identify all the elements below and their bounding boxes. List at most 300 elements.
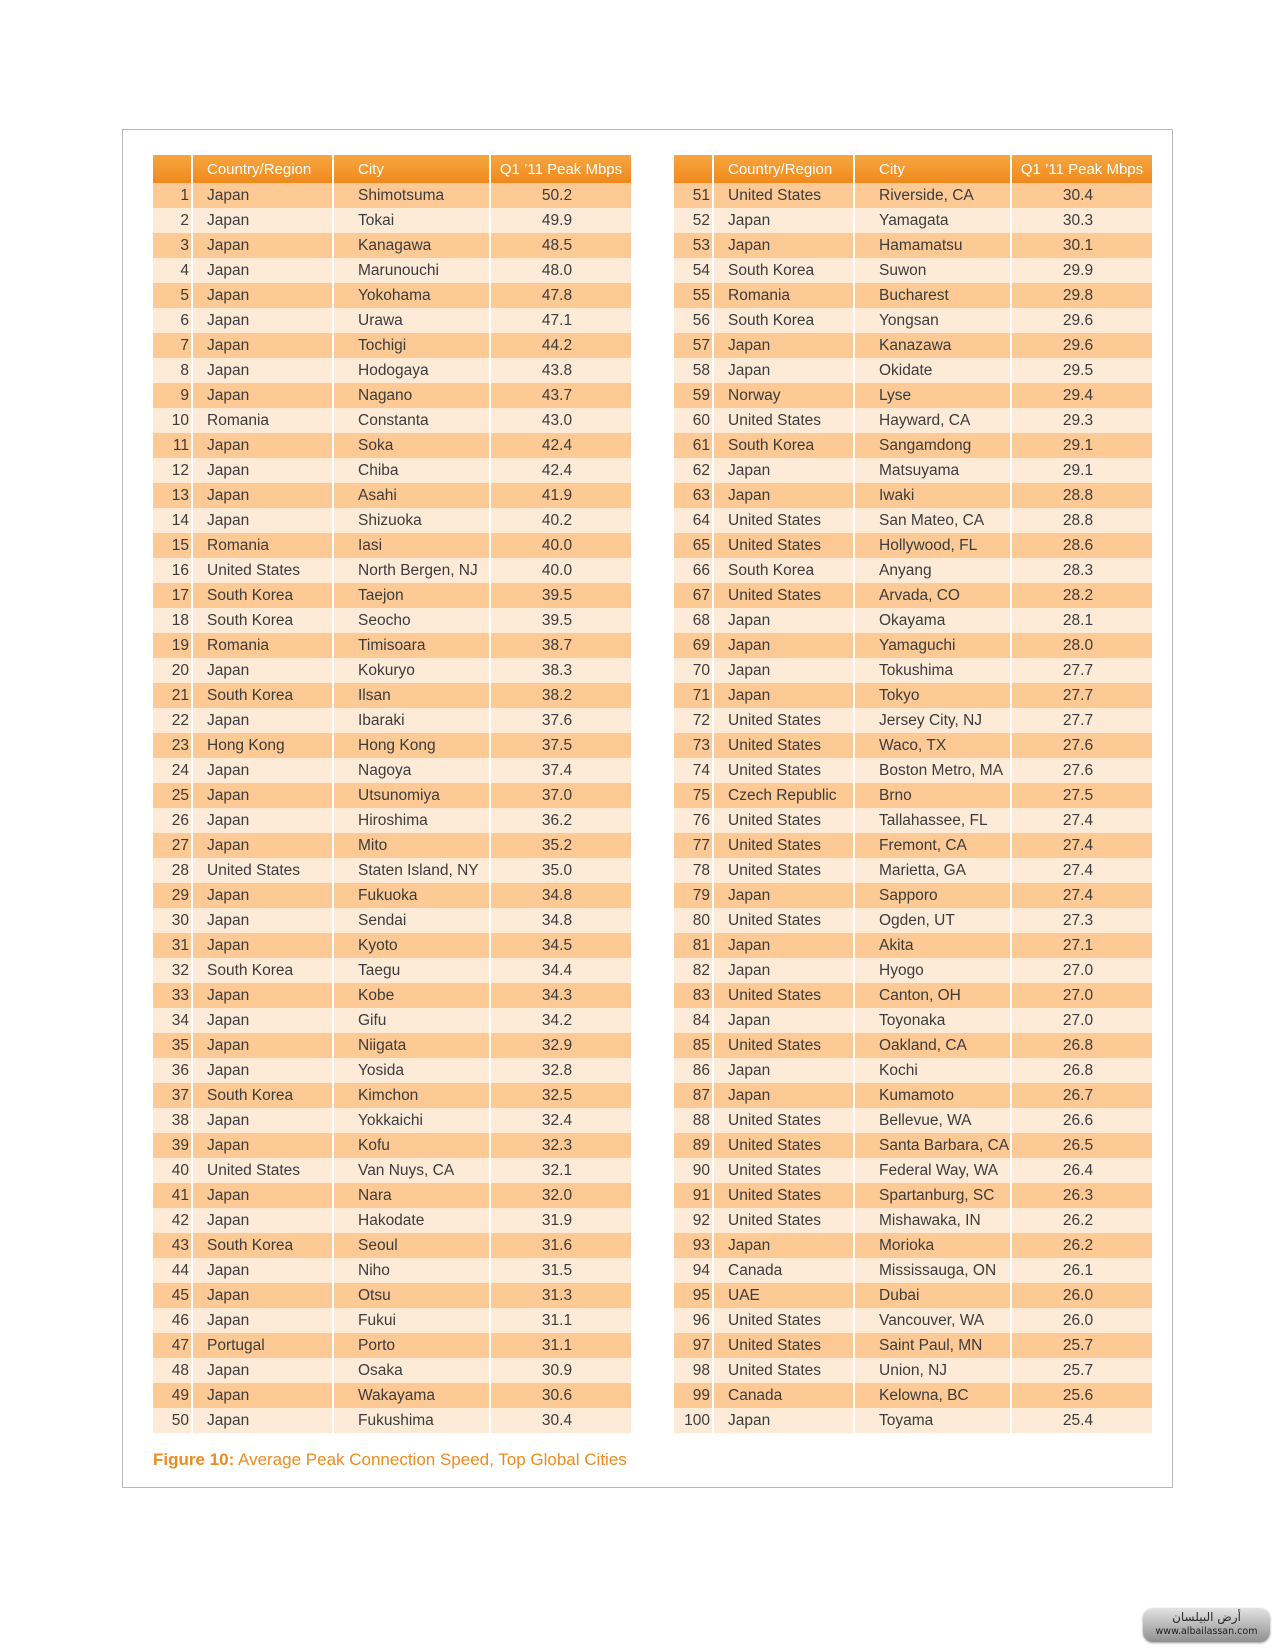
city-cell: Union, NJ (855, 1358, 1012, 1383)
peak-mbps-cell: 29.1 (1012, 458, 1152, 483)
country-cell: Japan (193, 433, 334, 458)
country-cell: United States (714, 858, 855, 883)
rank-cell: 64 (674, 508, 714, 533)
peak-mbps-cell: 43.8 (491, 358, 631, 383)
country-cell: Japan (714, 1233, 855, 1258)
table-row (674, 858, 1152, 883)
country-cell: Japan (193, 358, 334, 383)
rank-cell: 79 (674, 883, 714, 908)
rank-cell: 100 (674, 1408, 714, 1433)
rank-cell: 3 (153, 233, 193, 258)
table-row (153, 258, 631, 283)
rank-cell: 14 (153, 508, 193, 533)
peak-mbps-cell: 37.5 (491, 733, 631, 758)
city-cell: Oakland, CA (855, 1033, 1012, 1058)
rank-cell: 37 (153, 1083, 193, 1108)
peak-mbps-cell: 27.6 (1012, 758, 1152, 783)
city-cell: Santa Barbara, CA (855, 1133, 1012, 1158)
city-cell: Sangamdong (855, 433, 1012, 458)
country-cell: Japan (714, 208, 855, 233)
table-row (674, 808, 1152, 833)
table-row (674, 608, 1152, 633)
table-row (674, 483, 1152, 508)
peak-mbps-cell: 32.0 (491, 1183, 631, 1208)
city-cell: Arvada, CO (855, 583, 1012, 608)
country-cell: United States (714, 758, 855, 783)
peak-mbps-cell: 26.2 (1012, 1208, 1152, 1233)
table-row (153, 533, 631, 558)
peak-mbps-cell: 30.4 (491, 1408, 631, 1433)
rank-cell: 45 (153, 1283, 193, 1308)
city-cell: Lyse (855, 383, 1012, 408)
city-cell: Van Nuys, CA (334, 1158, 491, 1183)
city-cell: Akita (855, 933, 1012, 958)
peak-mbps-cell: 38.7 (491, 633, 631, 658)
country-cell: Japan (193, 1358, 334, 1383)
peak-mbps-cell: 37.4 (491, 758, 631, 783)
country-cell: United States (714, 183, 855, 208)
rank-cell: 88 (674, 1108, 714, 1133)
country-cell: Czech Republic (714, 783, 855, 808)
rank-cell: 80 (674, 908, 714, 933)
country-cell: Japan (193, 458, 334, 483)
rank-cell: 89 (674, 1133, 714, 1158)
country-cell: Japan (714, 658, 855, 683)
rank-cell: 18 (153, 608, 193, 633)
country-cell: Canada (714, 1258, 855, 1283)
table-row (153, 183, 631, 208)
rank-cell: 55 (674, 283, 714, 308)
table-row (674, 633, 1152, 658)
rank-cell: 42 (153, 1208, 193, 1233)
table-row (674, 458, 1152, 483)
table-row (153, 483, 631, 508)
city-cell: Tallahassee, FL (855, 808, 1012, 833)
rank-cell: 26 (153, 808, 193, 833)
city-cell: Soka (334, 433, 491, 458)
city-cell: Nagoya (334, 758, 491, 783)
city-cell: Canton, OH (855, 983, 1012, 1008)
rank-cell: 81 (674, 933, 714, 958)
table-row (674, 558, 1152, 583)
peak-mbps-cell: 27.5 (1012, 783, 1152, 808)
peak-mbps-cell: 27.4 (1012, 833, 1152, 858)
country-cell: United States (714, 808, 855, 833)
city-cell: Ibaraki (334, 708, 491, 733)
peak-mbps-cell: 30.3 (1012, 208, 1152, 233)
rank-cell: 27 (153, 833, 193, 858)
peak-mbps-cell: 34.4 (491, 958, 631, 983)
city-cell: Kanazawa (855, 333, 1012, 358)
peak-mbps-cell: 39.5 (491, 583, 631, 608)
table-row (674, 1333, 1152, 1358)
table-body-right (674, 183, 1152, 1433)
table-row (674, 1383, 1152, 1408)
city-cell: Marunouchi (334, 258, 491, 283)
table-row (674, 1133, 1152, 1158)
peak-mbps-cell: 28.8 (1012, 508, 1152, 533)
rank-cell: 91 (674, 1183, 714, 1208)
rank-column-header (674, 155, 714, 183)
peak-mbps-cell: 26.8 (1012, 1033, 1152, 1058)
peak-mbps-cell: 42.4 (491, 433, 631, 458)
watermark-arabic-text: أرض البيلسان (1172, 1610, 1241, 1624)
city-cell: Bucharest (855, 283, 1012, 308)
table-row (674, 708, 1152, 733)
country-cell: United States (714, 533, 855, 558)
rank-cell: 22 (153, 708, 193, 733)
peak-mbps-cell: 28.2 (1012, 583, 1152, 608)
country-cell: Japan (714, 458, 855, 483)
country-cell: Japan (714, 1008, 855, 1033)
city-cell: Niigata (334, 1033, 491, 1058)
table-row (674, 208, 1152, 233)
city-cell: Mito (334, 833, 491, 858)
peak-mbps-cell: 37.0 (491, 783, 631, 808)
city-cell: Kofu (334, 1133, 491, 1158)
city-cell: Gifu (334, 1008, 491, 1033)
city-cell: Taegu (334, 958, 491, 983)
city-cell: Marietta, GA (855, 858, 1012, 883)
table-row (153, 458, 631, 483)
city-cell: Timisoara (334, 633, 491, 658)
rankings-table-right (674, 155, 1152, 1433)
country-cell: Japan (193, 1008, 334, 1033)
table-row (674, 1208, 1152, 1233)
rank-cell: 6 (153, 308, 193, 333)
table-row (674, 1183, 1152, 1208)
table-row (153, 1008, 631, 1033)
city-cell: Kumamoto (855, 1083, 1012, 1108)
city-cell: Anyang (855, 558, 1012, 583)
country-cell: United States (714, 408, 855, 433)
city-cell: Federal Way, WA (855, 1158, 1012, 1183)
peak-mbps-cell: 35.0 (491, 858, 631, 883)
peak-mbps-cell: 40.2 (491, 508, 631, 533)
rank-cell: 29 (153, 883, 193, 908)
rank-cell: 51 (674, 183, 714, 208)
table-row (153, 983, 631, 1008)
peak-mbps-column-header: Q1 ’11 Peak Mbps (1012, 155, 1152, 183)
city-cell: Jersey City, NJ (855, 708, 1012, 733)
table-row (153, 1233, 631, 1258)
table-row (153, 858, 631, 883)
peak-mbps-cell: 26.3 (1012, 1183, 1152, 1208)
table-row (153, 508, 631, 533)
rank-cell: 8 (153, 358, 193, 383)
table-row (674, 658, 1152, 683)
table-row (674, 383, 1152, 408)
rank-cell: 98 (674, 1358, 714, 1383)
peak-mbps-cell: 31.1 (491, 1333, 631, 1358)
rank-cell: 35 (153, 1033, 193, 1058)
peak-mbps-cell: 29.3 (1012, 408, 1152, 433)
peak-mbps-cell: 26.8 (1012, 1058, 1152, 1083)
figure-label: Figure 10: (153, 1450, 235, 1469)
country-cell: United States (714, 1308, 855, 1333)
rank-cell: 24 (153, 758, 193, 783)
country-cell: Japan (193, 1258, 334, 1283)
peak-mbps-cell: 29.6 (1012, 333, 1152, 358)
rank-cell: 17 (153, 583, 193, 608)
city-cell: Shimotsuma (334, 183, 491, 208)
peak-mbps-cell: 38.2 (491, 683, 631, 708)
peak-mbps-cell: 27.3 (1012, 908, 1152, 933)
city-cell: Iasi (334, 533, 491, 558)
table-row (153, 883, 631, 908)
country-cell: Norway (714, 383, 855, 408)
table-row (153, 908, 631, 933)
country-cell: United States (193, 558, 334, 583)
country-cell: Romania (193, 533, 334, 558)
city-cell: San Mateo, CA (855, 508, 1012, 533)
country-cell: United States (714, 1108, 855, 1133)
country-cell: Japan (193, 1283, 334, 1308)
table-row (674, 883, 1152, 908)
table-row (674, 1408, 1152, 1433)
rank-cell: 85 (674, 1033, 714, 1058)
peak-mbps-cell: 32.8 (491, 1058, 631, 1083)
rank-cell: 23 (153, 733, 193, 758)
peak-mbps-cell: 32.9 (491, 1033, 631, 1058)
country-cell: United States (714, 1333, 855, 1358)
peak-mbps-cell: 26.5 (1012, 1133, 1152, 1158)
country-cell: Romania (193, 633, 334, 658)
table-row (674, 683, 1152, 708)
peak-mbps-cell: 26.7 (1012, 1083, 1152, 1108)
city-cell: Hodogaya (334, 358, 491, 383)
city-cell: Kanagawa (334, 233, 491, 258)
rank-cell: 54 (674, 258, 714, 283)
city-cell: Nara (334, 1183, 491, 1208)
city-cell: Toyama (855, 1408, 1012, 1433)
rank-cell: 77 (674, 833, 714, 858)
city-cell: Kelowna, BC (855, 1383, 1012, 1408)
table-row (153, 708, 631, 733)
country-cell: Japan (193, 283, 334, 308)
country-cell: Japan (193, 183, 334, 208)
rank-cell: 1 (153, 183, 193, 208)
city-cell: Fremont, CA (855, 833, 1012, 858)
table-row (674, 1033, 1152, 1058)
rank-cell: 13 (153, 483, 193, 508)
country-cell: Japan (193, 1108, 334, 1133)
table-row (674, 533, 1152, 558)
country-cell: Romania (714, 283, 855, 308)
rank-cell: 10 (153, 408, 193, 433)
table-row (674, 1008, 1152, 1033)
peak-mbps-cell: 32.5 (491, 1083, 631, 1108)
table-row (153, 633, 631, 658)
city-cell: Waco, TX (855, 733, 1012, 758)
peak-mbps-cell: 43.0 (491, 408, 631, 433)
city-cell: Saint Paul, MN (855, 1333, 1012, 1358)
table-row (674, 258, 1152, 283)
table-row (153, 558, 631, 583)
table-row (153, 1383, 631, 1408)
country-cell: Japan (193, 983, 334, 1008)
city-cell: Okayama (855, 608, 1012, 633)
peak-mbps-cell: 39.5 (491, 608, 631, 633)
rank-cell: 93 (674, 1233, 714, 1258)
rank-cell: 9 (153, 383, 193, 408)
peak-mbps-cell: 27.0 (1012, 1008, 1152, 1033)
watermark-badge (1143, 1608, 1270, 1642)
country-cell: Japan (193, 1208, 334, 1233)
peak-mbps-cell: 30.6 (491, 1383, 631, 1408)
table-row (153, 808, 631, 833)
city-cell: Hayward, CA (855, 408, 1012, 433)
table-row (153, 1333, 631, 1358)
country-cell: South Korea (714, 308, 855, 333)
table-row (153, 658, 631, 683)
country-cell: Japan (193, 708, 334, 733)
city-cell: Yokkaichi (334, 1108, 491, 1133)
table-row (153, 408, 631, 433)
country-cell: United States (193, 858, 334, 883)
city-cell: Ogden, UT (855, 908, 1012, 933)
rankings-table-left (153, 155, 631, 1433)
city-cell: Toyonaka (855, 1008, 1012, 1033)
peak-mbps-cell: 31.5 (491, 1258, 631, 1283)
country-cell: Japan (193, 833, 334, 858)
country-cell: United States (714, 1033, 855, 1058)
country-cell: United States (714, 908, 855, 933)
table-row (674, 183, 1152, 208)
country-cell: Japan (193, 233, 334, 258)
table-row (674, 1283, 1152, 1308)
country-column-header: Country/Region (193, 155, 334, 183)
peak-mbps-cell: 32.1 (491, 1158, 631, 1183)
table-header-row (153, 155, 631, 183)
peak-mbps-cell: 28.8 (1012, 483, 1152, 508)
table-row (674, 1308, 1152, 1333)
city-cell: Fukushima (334, 1408, 491, 1433)
rank-cell: 73 (674, 733, 714, 758)
table-row (674, 508, 1152, 533)
city-cell: Fukuoka (334, 883, 491, 908)
country-cell: United States (714, 583, 855, 608)
peak-mbps-cell: 26.6 (1012, 1108, 1152, 1133)
city-cell: Niho (334, 1258, 491, 1283)
rank-cell: 70 (674, 658, 714, 683)
city-cell: Nagano (334, 383, 491, 408)
peak-mbps-cell: 28.1 (1012, 608, 1152, 633)
rank-cell: 46 (153, 1308, 193, 1333)
country-cell: Japan (193, 908, 334, 933)
country-cell: United States (714, 708, 855, 733)
peak-mbps-cell: 30.4 (1012, 183, 1152, 208)
city-cell: Vancouver, WA (855, 1308, 1012, 1333)
peak-mbps-cell: 40.0 (491, 558, 631, 583)
table-row (153, 1133, 631, 1158)
city-cell: Yamaguchi (855, 633, 1012, 658)
rank-cell: 40 (153, 1158, 193, 1183)
country-cell: United States (714, 1358, 855, 1383)
table-row (674, 958, 1152, 983)
table-row (153, 308, 631, 333)
city-cell: Hakodate (334, 1208, 491, 1233)
peak-mbps-cell: 27.0 (1012, 983, 1152, 1008)
city-cell: Tokushima (855, 658, 1012, 683)
country-cell: United States (714, 1158, 855, 1183)
country-cell: Japan (193, 258, 334, 283)
city-cell: Staten Island, NY (334, 858, 491, 883)
country-cell: Japan (193, 1133, 334, 1158)
country-cell: South Korea (193, 608, 334, 633)
peak-mbps-cell: 31.6 (491, 1233, 631, 1258)
rank-cell: 76 (674, 808, 714, 833)
rank-cell: 39 (153, 1133, 193, 1158)
country-cell: Japan (714, 958, 855, 983)
peak-mbps-cell: 27.4 (1012, 858, 1152, 883)
table-row (153, 1083, 631, 1108)
rank-cell: 82 (674, 958, 714, 983)
country-cell: Japan (193, 508, 334, 533)
country-cell: Japan (193, 783, 334, 808)
rank-cell: 38 (153, 1108, 193, 1133)
table-row (153, 758, 631, 783)
rank-cell: 94 (674, 1258, 714, 1283)
rank-cell: 75 (674, 783, 714, 808)
city-cell: Matsuyama (855, 458, 1012, 483)
rank-cell: 36 (153, 1058, 193, 1083)
rank-cell: 15 (153, 533, 193, 558)
city-cell: Brno (855, 783, 1012, 808)
peak-mbps-cell: 34.2 (491, 1008, 631, 1033)
table-row (153, 358, 631, 383)
rank-cell: 61 (674, 433, 714, 458)
table-row (153, 433, 631, 458)
country-cell: Japan (714, 608, 855, 633)
table-row (153, 333, 631, 358)
country-cell: United States (714, 508, 855, 533)
country-cell: Canada (714, 1383, 855, 1408)
city-cell: Tokai (334, 208, 491, 233)
city-cell: Kimchon (334, 1083, 491, 1108)
city-cell: Utsunomiya (334, 783, 491, 808)
city-cell: Shizuoka (334, 508, 491, 533)
table-row (674, 1108, 1152, 1133)
table-row (153, 283, 631, 308)
table-row (674, 333, 1152, 358)
peak-mbps-cell: 36.2 (491, 808, 631, 833)
country-cell: Japan (193, 933, 334, 958)
rank-cell: 41 (153, 1183, 193, 1208)
peak-mbps-cell: 30.9 (491, 1358, 631, 1383)
peak-mbps-cell: 37.6 (491, 708, 631, 733)
rank-cell: 53 (674, 233, 714, 258)
country-cell: Japan (714, 933, 855, 958)
table-body-left (153, 183, 631, 1433)
peak-mbps-cell: 34.5 (491, 933, 631, 958)
table-header-row (674, 155, 1152, 183)
rank-cell: 5 (153, 283, 193, 308)
rank-cell: 74 (674, 758, 714, 783)
country-cell: Romania (193, 408, 334, 433)
table-row (674, 1083, 1152, 1108)
city-cell: Hyogo (855, 958, 1012, 983)
table-row (674, 1158, 1152, 1183)
table-row (153, 1283, 631, 1308)
city-cell: Hong Kong (334, 733, 491, 758)
city-cell: Yamagata (855, 208, 1012, 233)
table-row (153, 1358, 631, 1383)
table-row (674, 733, 1152, 758)
rank-cell: 97 (674, 1333, 714, 1358)
country-cell: Japan (714, 633, 855, 658)
rank-cell: 62 (674, 458, 714, 483)
